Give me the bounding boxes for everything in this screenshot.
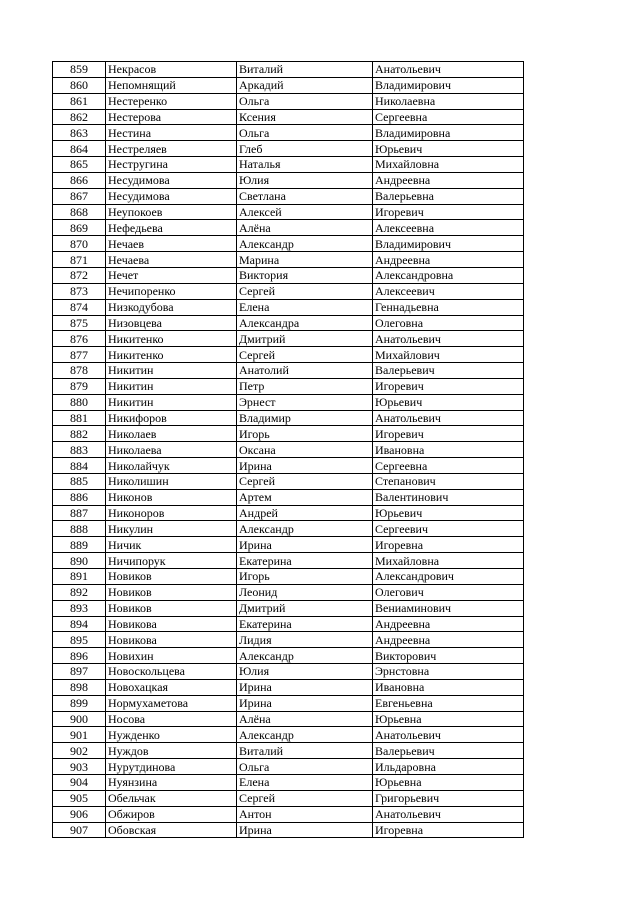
first-name-cell: Александр [237,727,373,743]
last-name-cell: Никоноров [106,505,237,521]
first-name-cell: Елена [237,774,373,790]
first-name-cell: Ирина [237,537,373,553]
last-name-cell: Нечипоренко [106,283,237,299]
last-name-cell: Нестерова [106,109,237,125]
last-name-cell: Нечет [106,267,237,283]
first-name-cell: Ирина [237,695,373,711]
table-row [53,537,524,553]
table-row [53,236,524,252]
row-number: 861 [53,93,106,109]
table-row [53,204,524,220]
last-name-cell: Носова [106,711,237,727]
first-name-cell: Антон [237,806,373,822]
patronymic-cell: Сергеевич [373,521,524,537]
table-row [53,141,524,157]
patronymic-cell: Андреевна [373,172,524,188]
table-row [53,648,524,664]
row-number: 863 [53,125,106,141]
table-row [53,283,524,299]
first-name-cell: Екатерина [237,553,373,569]
patronymic-cell: Андреевна [373,616,524,632]
last-name-cell: Новикова [106,616,237,632]
table-row [53,188,524,204]
row-number: 885 [53,473,106,489]
row-number: 904 [53,774,106,790]
last-name-cell: Обжиров [106,806,237,822]
last-name-cell: Нужденко [106,727,237,743]
patronymic-cell: Игоревич [373,378,524,394]
row-number: 896 [53,648,106,664]
row-number: 876 [53,331,106,347]
patronymic-cell: Алексеевна [373,220,524,236]
table-row [53,632,524,648]
first-name-cell: Ирина [237,822,373,838]
last-name-cell: Нефедьева [106,220,237,236]
row-number: 875 [53,315,106,331]
patronymic-cell: Сергеевна [373,458,524,474]
row-number: 878 [53,363,106,379]
first-name-cell: Владимир [237,410,373,426]
table-row [53,553,524,569]
first-name-cell: Аркадий [237,77,373,93]
patronymic-cell: Игоревич [373,204,524,220]
last-name-cell: Николишин [106,473,237,489]
row-number: 888 [53,521,106,537]
patronymic-cell: Григорьевич [373,790,524,806]
row-number: 873 [53,283,106,299]
last-name-cell: Нормухаметова [106,695,237,711]
row-number: 871 [53,252,106,268]
first-name-cell: Дмитрий [237,331,373,347]
row-number: 883 [53,442,106,458]
table-row [53,569,524,585]
last-name-cell: Ничипорук [106,553,237,569]
table-row [53,331,524,347]
first-name-cell: Алёна [237,220,373,236]
first-name-cell: Андрей [237,505,373,521]
first-name-cell: Александр [237,648,373,664]
table-row [53,172,524,188]
row-number: 903 [53,759,106,775]
patronymic-cell: Ивановна [373,442,524,458]
first-name-cell: Игорь [237,426,373,442]
table-row [53,347,524,363]
patronymic-cell: Михайловна [373,553,524,569]
last-name-cell: Никитин [106,378,237,394]
table-row [53,252,524,268]
table-row [53,378,524,394]
first-name-cell: Наталья [237,157,373,173]
row-number: 889 [53,537,106,553]
table-row [53,442,524,458]
table-row [53,315,524,331]
table-row [53,711,524,727]
table-row [53,458,524,474]
patronymic-cell: Александрович [373,569,524,585]
last-name-cell: Нуждов [106,743,237,759]
table-row [53,695,524,711]
last-name-cell: Николаев [106,426,237,442]
last-name-cell: Николаева [106,442,237,458]
patronymic-cell: Ильдаровна [373,759,524,775]
patronymic-cell: Юрьевич [373,141,524,157]
first-name-cell: Оксана [237,442,373,458]
patronymic-cell: Анатольевич [373,727,524,743]
table-row [53,616,524,632]
first-name-cell: Петр [237,378,373,394]
table-row [53,157,524,173]
table-row [53,743,524,759]
row-number: 900 [53,711,106,727]
last-name-cell: Никитин [106,394,237,410]
first-name-cell: Ольга [237,125,373,141]
last-name-cell: Новиков [106,569,237,585]
row-number: 893 [53,600,106,616]
patronymic-cell: Владимирович [373,236,524,252]
table-row [53,93,524,109]
patronymic-cell: Олегович [373,584,524,600]
patronymic-cell: Александровна [373,267,524,283]
name-list-table [52,61,524,838]
first-name-cell: Сергей [237,473,373,489]
table-row [53,790,524,806]
first-name-cell: Игорь [237,569,373,585]
row-number: 898 [53,679,106,695]
table-row [53,267,524,283]
patronymic-cell: Игоревна [373,537,524,553]
last-name-cell: Нестеренко [106,93,237,109]
row-number: 882 [53,426,106,442]
first-name-cell: Сергей [237,347,373,363]
first-name-cell: Александр [237,236,373,252]
row-number: 865 [53,157,106,173]
patronymic-cell: Евгеньевна [373,695,524,711]
patronymic-cell: Михайлович [373,347,524,363]
last-name-cell: Нурутдинова [106,759,237,775]
patronymic-cell: Степанович [373,473,524,489]
row-number: 906 [53,806,106,822]
first-name-cell: Ольга [237,93,373,109]
table-row [53,505,524,521]
patronymic-cell: Андреевна [373,252,524,268]
patronymic-cell: Валерьевна [373,188,524,204]
last-name-cell: Несудимова [106,172,237,188]
patronymic-cell: Юрьевич [373,394,524,410]
first-name-cell: Александра [237,315,373,331]
table-row [53,489,524,505]
last-name-cell: Никитин [106,363,237,379]
last-name-cell: Ничик [106,537,237,553]
patronymic-cell: Игоревич [373,426,524,442]
patronymic-cell: Анатольевич [373,331,524,347]
patronymic-cell: Юрьевич [373,505,524,521]
last-name-cell: Низкодубова [106,299,237,315]
table-row [53,822,524,838]
table-row [53,664,524,680]
row-number: 901 [53,727,106,743]
row-number: 870 [53,236,106,252]
last-name-cell: Новикова [106,632,237,648]
first-name-cell: Алексей [237,204,373,220]
row-number: 874 [53,299,106,315]
table-row [53,220,524,236]
row-number: 887 [53,505,106,521]
first-name-cell: Светлана [237,188,373,204]
row-number: 881 [53,410,106,426]
patronymic-cell: Владимировна [373,125,524,141]
first-name-cell: Ирина [237,679,373,695]
patronymic-cell: Геннадьевна [373,299,524,315]
patronymic-cell: Валерьевич [373,743,524,759]
row-number: 905 [53,790,106,806]
last-name-cell: Низовцева [106,315,237,331]
first-name-cell: Виталий [237,743,373,759]
table-row [53,473,524,489]
patronymic-cell: Валентинович [373,489,524,505]
patronymic-cell: Ивановна [373,679,524,695]
last-name-cell: Нестреляев [106,141,237,157]
row-number: 872 [53,267,106,283]
table-row [53,774,524,790]
table-row [53,299,524,315]
row-number: 880 [53,394,106,410]
last-name-cell: Новохацкая [106,679,237,695]
last-name-cell: Никонов [106,489,237,505]
row-number: 869 [53,220,106,236]
patronymic-cell: Михайловна [373,157,524,173]
first-name-cell: Ирина [237,458,373,474]
patronymic-cell: Андреевна [373,632,524,648]
first-name-cell: Марина [237,252,373,268]
first-name-cell: Лидия [237,632,373,648]
patronymic-cell: Сергеевна [373,109,524,125]
last-name-cell: Никитенко [106,347,237,363]
last-name-cell: Никифоров [106,410,237,426]
table-row [53,125,524,141]
first-name-cell: Виталий [237,62,373,78]
table-row [53,109,524,125]
last-name-cell: Нечаева [106,252,237,268]
table-row [53,759,524,775]
first-name-cell: Алёна [237,711,373,727]
first-name-cell: Глеб [237,141,373,157]
row-number: 897 [53,664,106,680]
last-name-cell: Непомнящий [106,77,237,93]
first-name-cell: Александр [237,521,373,537]
patronymic-cell: Анатольевич [373,806,524,822]
first-name-cell: Эрнест [237,394,373,410]
first-name-cell: Юлия [237,172,373,188]
row-number: 862 [53,109,106,125]
patronymic-cell: Игоревна [373,822,524,838]
row-number: 886 [53,489,106,505]
last-name-cell: Неупокоев [106,204,237,220]
last-name-cell: Нестругина [106,157,237,173]
last-name-cell: Несудимова [106,188,237,204]
last-name-cell: Никитенко [106,331,237,347]
row-number: 868 [53,204,106,220]
last-name-cell: Новоскольцева [106,664,237,680]
table-row [53,410,524,426]
last-name-cell: Новихин [106,648,237,664]
first-name-cell: Ксения [237,109,373,125]
patronymic-cell: Вениаминович [373,600,524,616]
row-number: 860 [53,77,106,93]
patronymic-cell: Юрьевна [373,774,524,790]
first-name-cell: Леонид [237,584,373,600]
patronymic-cell: Эрнстовна [373,664,524,680]
row-number: 859 [53,62,106,78]
first-name-cell: Сергей [237,790,373,806]
table-row [53,584,524,600]
table-row [53,77,524,93]
first-name-cell: Артем [237,489,373,505]
last-name-cell: Нестина [106,125,237,141]
table-row [53,394,524,410]
row-number: 877 [53,347,106,363]
table-row [53,62,524,78]
last-name-cell: Нуянзина [106,774,237,790]
row-number: 899 [53,695,106,711]
table-row [53,600,524,616]
first-name-cell: Анатолий [237,363,373,379]
first-name-cell: Виктория [237,267,373,283]
first-name-cell: Екатерина [237,616,373,632]
row-number: 902 [53,743,106,759]
row-number: 867 [53,188,106,204]
row-number: 907 [53,822,106,838]
row-number: 884 [53,458,106,474]
first-name-cell: Юлия [237,664,373,680]
row-number: 894 [53,616,106,632]
patronymic-cell: Юрьевна [373,711,524,727]
patronymic-cell: Олеговна [373,315,524,331]
name-list-body [53,62,524,838]
first-name-cell: Сергей [237,283,373,299]
last-name-cell: Нечаев [106,236,237,252]
last-name-cell: Некрасов [106,62,237,78]
table-row [53,806,524,822]
table-row [53,727,524,743]
table-row [53,679,524,695]
table-row [53,521,524,537]
row-number: 892 [53,584,106,600]
last-name-cell: Никулин [106,521,237,537]
last-name-cell: Новиков [106,584,237,600]
patronymic-cell: Алексеевич [373,283,524,299]
row-number: 890 [53,553,106,569]
last-name-cell: Новиков [106,600,237,616]
patronymic-cell: Анатольевич [373,410,524,426]
last-name-cell: Обовская [106,822,237,838]
patronymic-cell: Анатольевич [373,62,524,78]
row-number: 879 [53,378,106,394]
first-name-cell: Дмитрий [237,600,373,616]
table-row [53,426,524,442]
table-row [53,363,524,379]
last-name-cell: Николайчук [106,458,237,474]
row-number: 891 [53,569,106,585]
first-name-cell: Ольга [237,759,373,775]
row-number: 895 [53,632,106,648]
last-name-cell: Обельчак [106,790,237,806]
patronymic-cell: Валерьевич [373,363,524,379]
first-name-cell: Елена [237,299,373,315]
row-number: 864 [53,141,106,157]
patronymic-cell: Николаевна [373,93,524,109]
row-number: 866 [53,172,106,188]
patronymic-cell: Владимирович [373,77,524,93]
patronymic-cell: Викторович [373,648,524,664]
